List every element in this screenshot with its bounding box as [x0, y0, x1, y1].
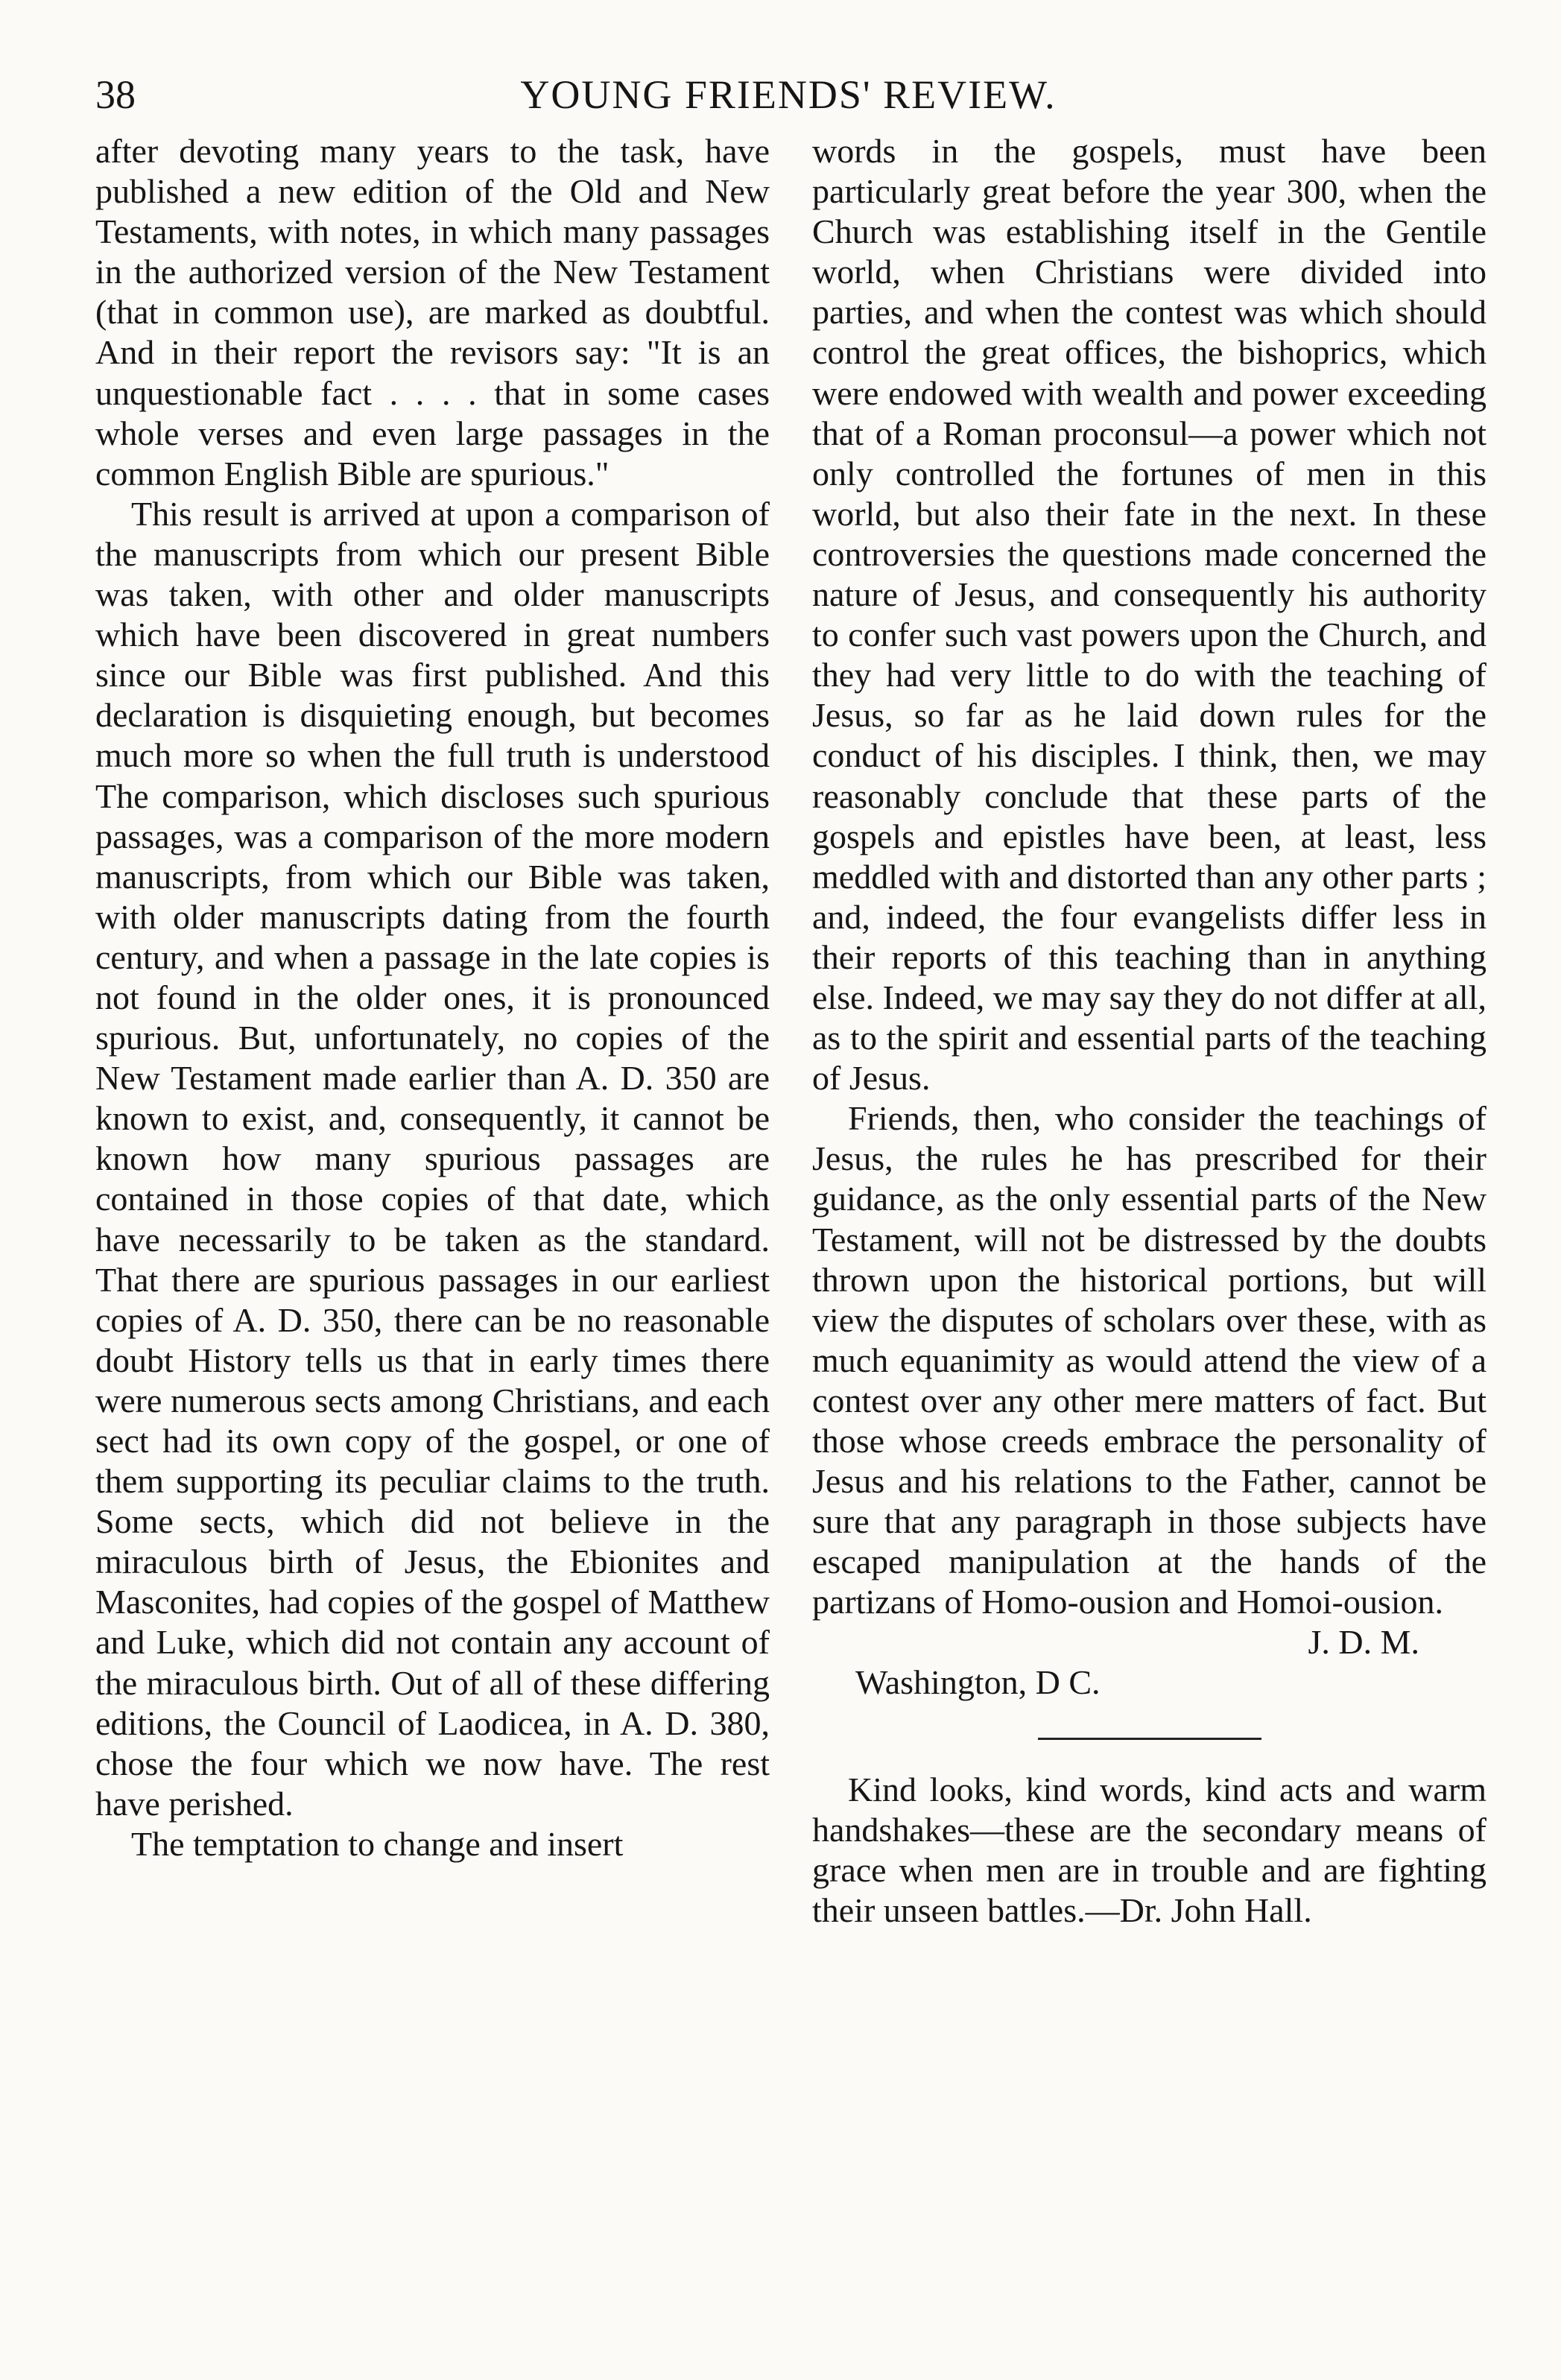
page-header	[95, 69, 1481, 121]
right-column	[812, 131, 1486, 1931]
author-initials: J. D. M.	[1308, 1623, 1419, 1662]
author-place: Washington, D C.	[855, 1663, 1101, 1702]
paragraph: words in the gospels, must have been particularly great before the year 300, when the Church was establishing itself in the Gentile world, when Christians were divided into parties, and when the contest was which should control the great offices, the bishoprics, which were endowed with wealth and power exceeding that of a Roman proconsul—a power which not only controlled the fortunes of men in this world, but also their fate in the next. In these controversies the questions made concerned the nature of Jesus, and consequently his authority to confer such vast powers upon the Church, and they had very little to do with the teaching of Jesus, so far as he laid down rules for the conduct of his disciples. I think, then, we may reasonably conclude that these parts of the gospels and epistles have been, at least, less meddled with and distorted than any other parts ; and, indeed, the four evangelists differ less in their reports of this teaching than in anything else. Indeed, we may say they do not differ at all, as to the spirit and essential parts of the teaching of Jesus.	[812, 132, 1486, 1098]
running-title: YOUNG FRIENDS' REVIEW.	[520, 72, 1057, 117]
paragraph: after devoting many years to the task, have published a new edition of the Old and New Testaments, with notes, in which many passages in the authorized version of the New Testament (that in common use), are marked as doubtful. And in their report the revisors say: "It is an unquestionable fact . . . . that in some cases whole verses and even large passages in the common English Bible are spurious."	[95, 132, 770, 493]
paragraph: Friends, then, who consider the teachings of Jesus, the rules he has prescribed for their guidance, as the only essential parts of the New Testament, will not be distressed by the doubts thrown upon the historical portions, but will view the disputes of scholars over these, with as much equanimity as would attend the view of a contest over any other mere matters of fact. But those whose creeds embrace the personality of Jesus and his relations to the Father, cannot be sure that any paragraph in those subjects have escaped manipulation at the hands of the partizans of Homo-ousion and Homoi-ousion.	[812, 1099, 1486, 1621]
section-divider	[1038, 1738, 1261, 1740]
left-column	[95, 131, 770, 1864]
signature-row	[812, 1622, 1486, 1662]
page-number: 38	[95, 72, 136, 117]
paragraph: The temptation to change and insert	[131, 1824, 624, 1863]
closing-quote: Kind looks, kind words, kind acts and warm handshakes—these are the secondary means of grace when men are in trouble and are fighting their unseen battles.—Dr. John Hall.	[812, 1770, 1486, 1929]
paragraph: This result is arrived at upon a comparison of the manuscripts from which our present Bible was taken, with other and older manuscripts which have been discovered in great numbers since our Bible was first published. And this declaration is disquieting enough, but becomes much more so when the full truth is understood The comparison, which discloses such spurious passages, was a comparison of the more modern manuscripts, from which our Bible was taken, with older manuscripts dating from the fourth century, and when a passage in the late copies is not found in the older ones, it is pronounced spurious. But, unfortunately, no copies of the New Testament made earlier than A. D. 350 are known to exist, and, consequently, it cannot be known how many spurious passages are contained in those copies of that date, which have necessarily to be taken as the standard. That there are spurious passages in our earliest copies of A. D. 350, there can be no reasonable doubt History tells us that in early times there were numerous sects among Christians, and each sect had its own copy of the gospel, or one of them supporting its peculiar claims to the truth. Some sects, which did not believe in the miraculous birth of Jesus, the Ebionites and Masconites, had copies of the gospel of Matthew and Luke, which did not contain any account of the miraculous birth. Out of all of these differing editions, the Council of Laodicea, in A. D. 380, chose the four which we now have. The rest have perished.	[95, 494, 770, 1823]
